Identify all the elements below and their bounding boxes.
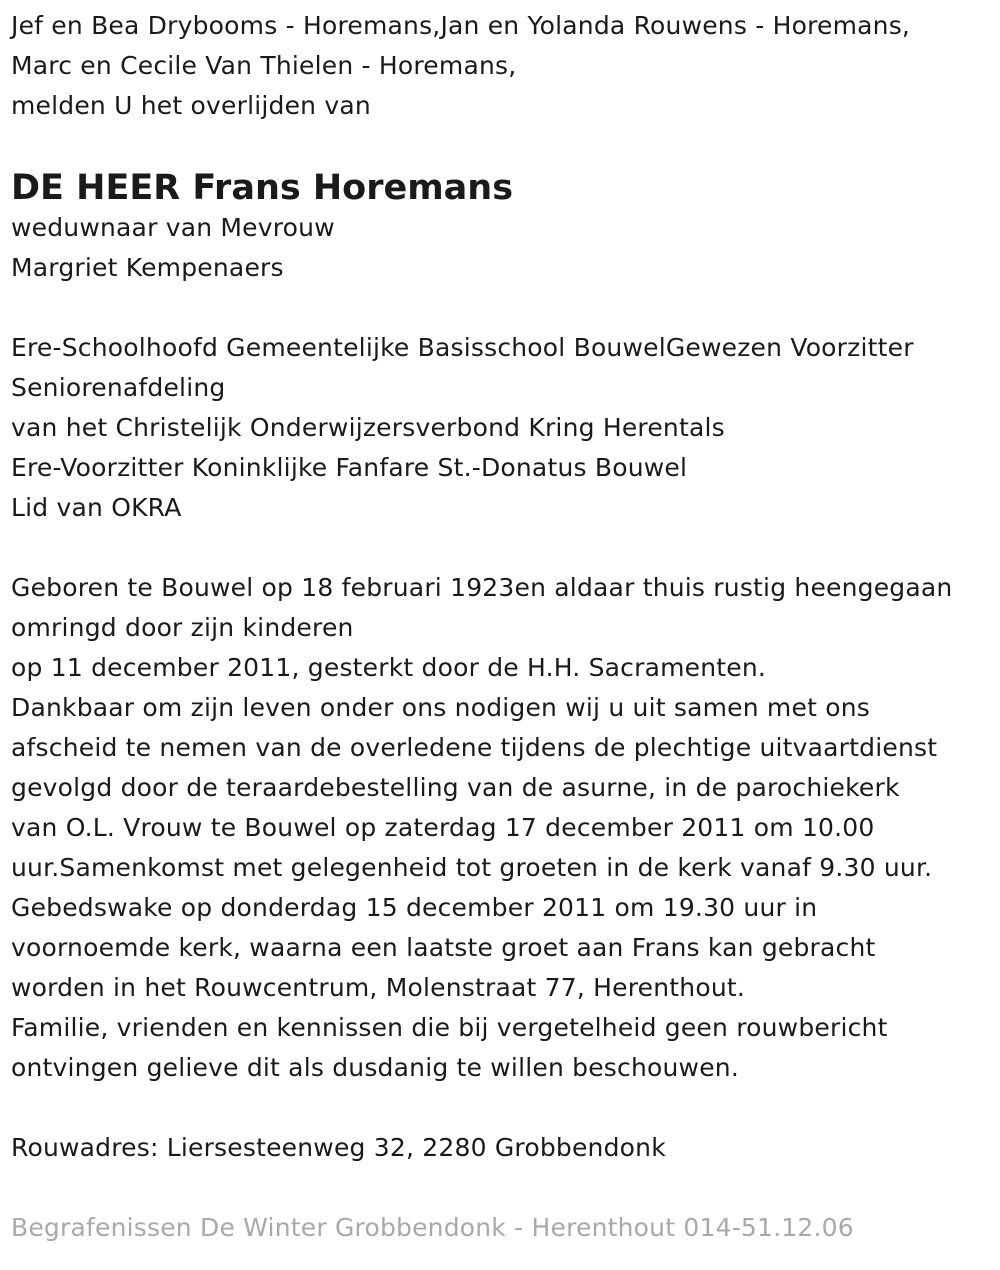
- body-line-9: Gebedswake op donderdag 15 december 2011 om 19.30 uur in: [11, 893, 818, 922]
- body-line-7: van O.L. Vrouw te Bouwel op zaterdag 17 december 2011 om 10.00: [11, 813, 875, 842]
- body-line-11: worden in het Rouwcentrum, Molenstraat 77, Herenthout.: [11, 973, 746, 1002]
- title-line-2: Seniorenafdeling: [11, 373, 226, 402]
- body-line-13: ontvingen gelieve dit als dusdanig te willen beschouwen.: [11, 1053, 739, 1082]
- spacer: [11, 528, 996, 568]
- announcers-line-2: Marc en Cecile Van Thielen - Horemans,: [11, 51, 517, 80]
- body-line-5: afscheid te nemen van de overledene tijdens de plechtige uitvaartdienst: [11, 733, 938, 762]
- deceased-name: DE HEER Frans Horemans: [11, 168, 514, 208]
- announcers-line-3: melden U het overlijden van: [11, 91, 371, 120]
- body-line-1: Geboren te Bouwel op 18 februari 1923en aldaar thuis rustig heengegaan: [11, 573, 953, 602]
- body-line-4: Dankbaar om zijn leven onder ons nodigen wij u uit samen met ons: [11, 693, 870, 722]
- body-line-8: uur.Samenkomst met gelegenheid tot groeten in de kerk vanaf 9.30 uur.: [11, 853, 933, 882]
- announcers-line-1: Jef en Bea Drybooms - Horemans,Jan en Yolanda Rouwens - Horemans,: [11, 11, 911, 40]
- spacer: [11, 1088, 996, 1128]
- obituary-notice: [11, 6, 996, 1248]
- title-line-3: van het Christelijk Onderwijzersverbond Kring Herentals: [11, 413, 725, 442]
- title-line-1: Ere-Schoolhoofd Gemeentelijke Basisschool BouwelGewezen Voorzitter: [11, 333, 914, 362]
- titles-block: [11, 328, 996, 528]
- relation-line-2: Margriet Kempenaers: [11, 253, 284, 282]
- announcers-block: [11, 6, 996, 126]
- body-line-12: Familie, vrienden en kennissen die bij vergetelheid geen rouwbericht: [11, 1013, 888, 1042]
- body-line-2: omringd door zijn kinderen: [11, 613, 354, 642]
- title-line-4: Ere-Voorzitter Koninklijke Fanfare St.-Donatus Bouwel: [11, 453, 688, 482]
- body-line-10: voornoemde kerk, waarna een laatste groet aan Frans kan gebracht: [11, 933, 876, 962]
- spacer: [11, 126, 996, 166]
- spacer: [11, 288, 996, 328]
- relation-line-1: weduwnaar van Mevrouw: [11, 213, 335, 242]
- spacer: [11, 1168, 996, 1208]
- funeral-home-footer: Begrafenissen De Winter Grobbendonk - Herenthout 014-51.12.06: [11, 1213, 854, 1242]
- relation-block: [11, 208, 996, 288]
- body-line-3: op 11 december 2011, gesterkt door de H.H. Sacramenten.: [11, 653, 767, 682]
- title-line-5: Lid van OKRA: [11, 493, 182, 522]
- body-line-6: gevolgd door de teraardebestelling van de asurne, in de parochiekerk: [11, 773, 900, 802]
- mourning-address: Rouwadres: Liersesteenweg 32, 2280 Grobbendonk: [11, 1133, 666, 1162]
- body-block: [11, 568, 996, 1088]
